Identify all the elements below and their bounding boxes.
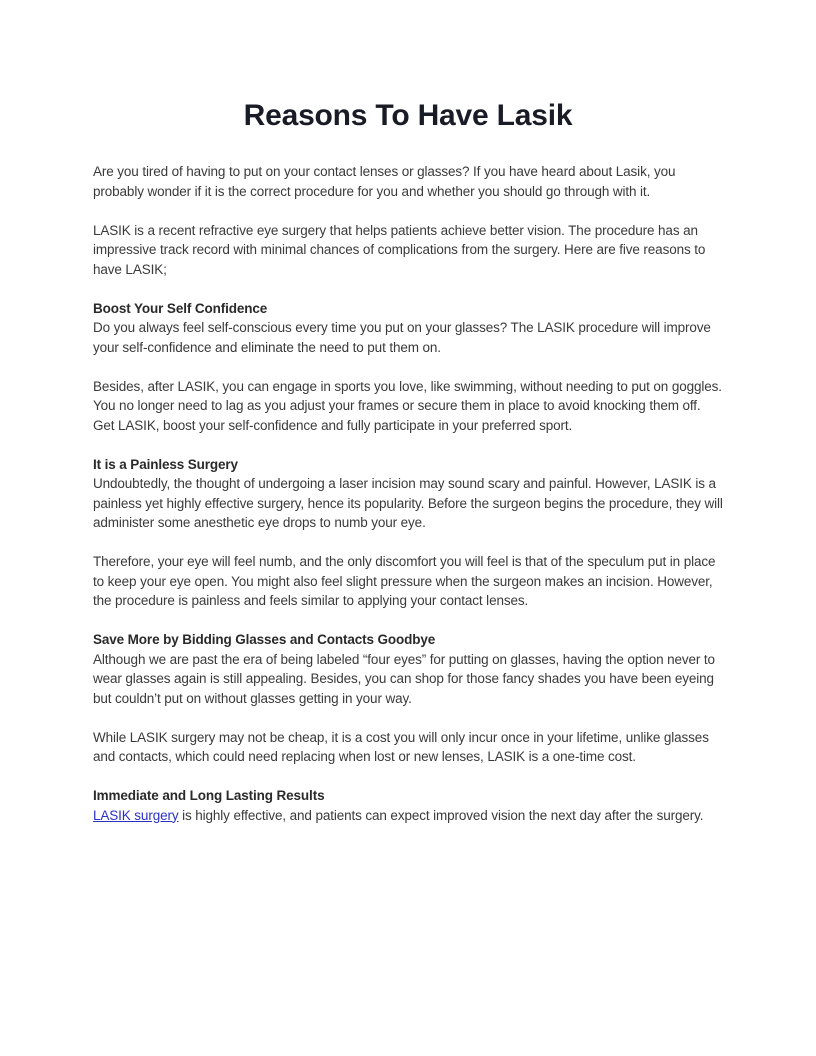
paragraph-save-more-1: Although we are past the era of being labeled “four eyes” for putting on glasses, having the option never to wear glasses again is still appealing. Besides, you can shop for those fancy shades you have been eyeing but couldn’t put on without glasses getting in your way. bbox=[93, 651, 715, 706]
section-heading-painless-surgery: It is a Painless Surgery bbox=[93, 456, 238, 472]
section-heading-immediate-results: Immediate and Long Lasting Results bbox=[93, 788, 325, 803]
paragraph-boost-confidence-2: Besides, after LASIK, you can engage in sports you love, like swimming, without needing to put on goggles. You no longer need to lag as you adjust your frames or secure them in place to avoid knocking them off. Get LASIK, boost your self-confidence and fully participate in your preferred sport. bbox=[93, 378, 722, 433]
paragraph-boost-confidence-1: Do you always feel self-conscious every time you put on your glasses? The LASIK procedure will improve your self-confidence and eliminate the need to put them on. bbox=[93, 320, 711, 355]
page-title: Reasons To Have Lasik bbox=[243, 99, 573, 132]
intro-paragraph-2: LASIK is a recent refractive eye surgery that helps patients achieve better vision. The procedure has an impressive track record with minimal chances of complications from the surgery. Here are five reasons to have LASIK; bbox=[93, 222, 706, 277]
lasik-surgery-link[interactable]: LASIK surgery bbox=[93, 807, 179, 823]
paragraph-save-more-2: While LASIK surgery may not be cheap, it is a cost you will only incur once in your lifetime, unlike glasses and contacts, which could need replacing when lost or new lenses, LASIK is a one-time cost. bbox=[93, 729, 709, 764]
paragraph-painless-surgery-2: Therefore, your eye will feel numb, and the only discomfort you will feel is that of the speculum put in place to keep your eye open. You might also feel slight pressure when the surgeon makes an incision. However, the procedure is painless and feels similar to applying your contact lenses. bbox=[93, 554, 716, 608]
section-heading-boost-self-confidence: Boost Your Self Confidence bbox=[93, 300, 268, 316]
section-heading-save-more: Save More by Bidding Glasses and Contacts Goodbye bbox=[93, 632, 436, 647]
intro-paragraph-1: Are you tired of having to put on your contact lenses or glasses? If you have heard about Lasik, you probably wonder if it is the correct procedure for you and whether you should go through with it. bbox=[93, 164, 676, 199]
paragraph-immediate-results bbox=[93, 806, 723, 826]
paragraph-painless-surgery-1: Undoubtedly, the thought of undergoing a laser incision may sound scary and painful. However, LASIK is a painless yet highly effective surgery, hence its popularity. Before the surgeon begins the procedure, they will administer some anesthetic eye drops to numb your eye. bbox=[93, 476, 723, 530]
paragraph-immediate-results-text: is highly effective, and patients can expect improved vision the next day after the surgery. bbox=[178, 807, 704, 823]
